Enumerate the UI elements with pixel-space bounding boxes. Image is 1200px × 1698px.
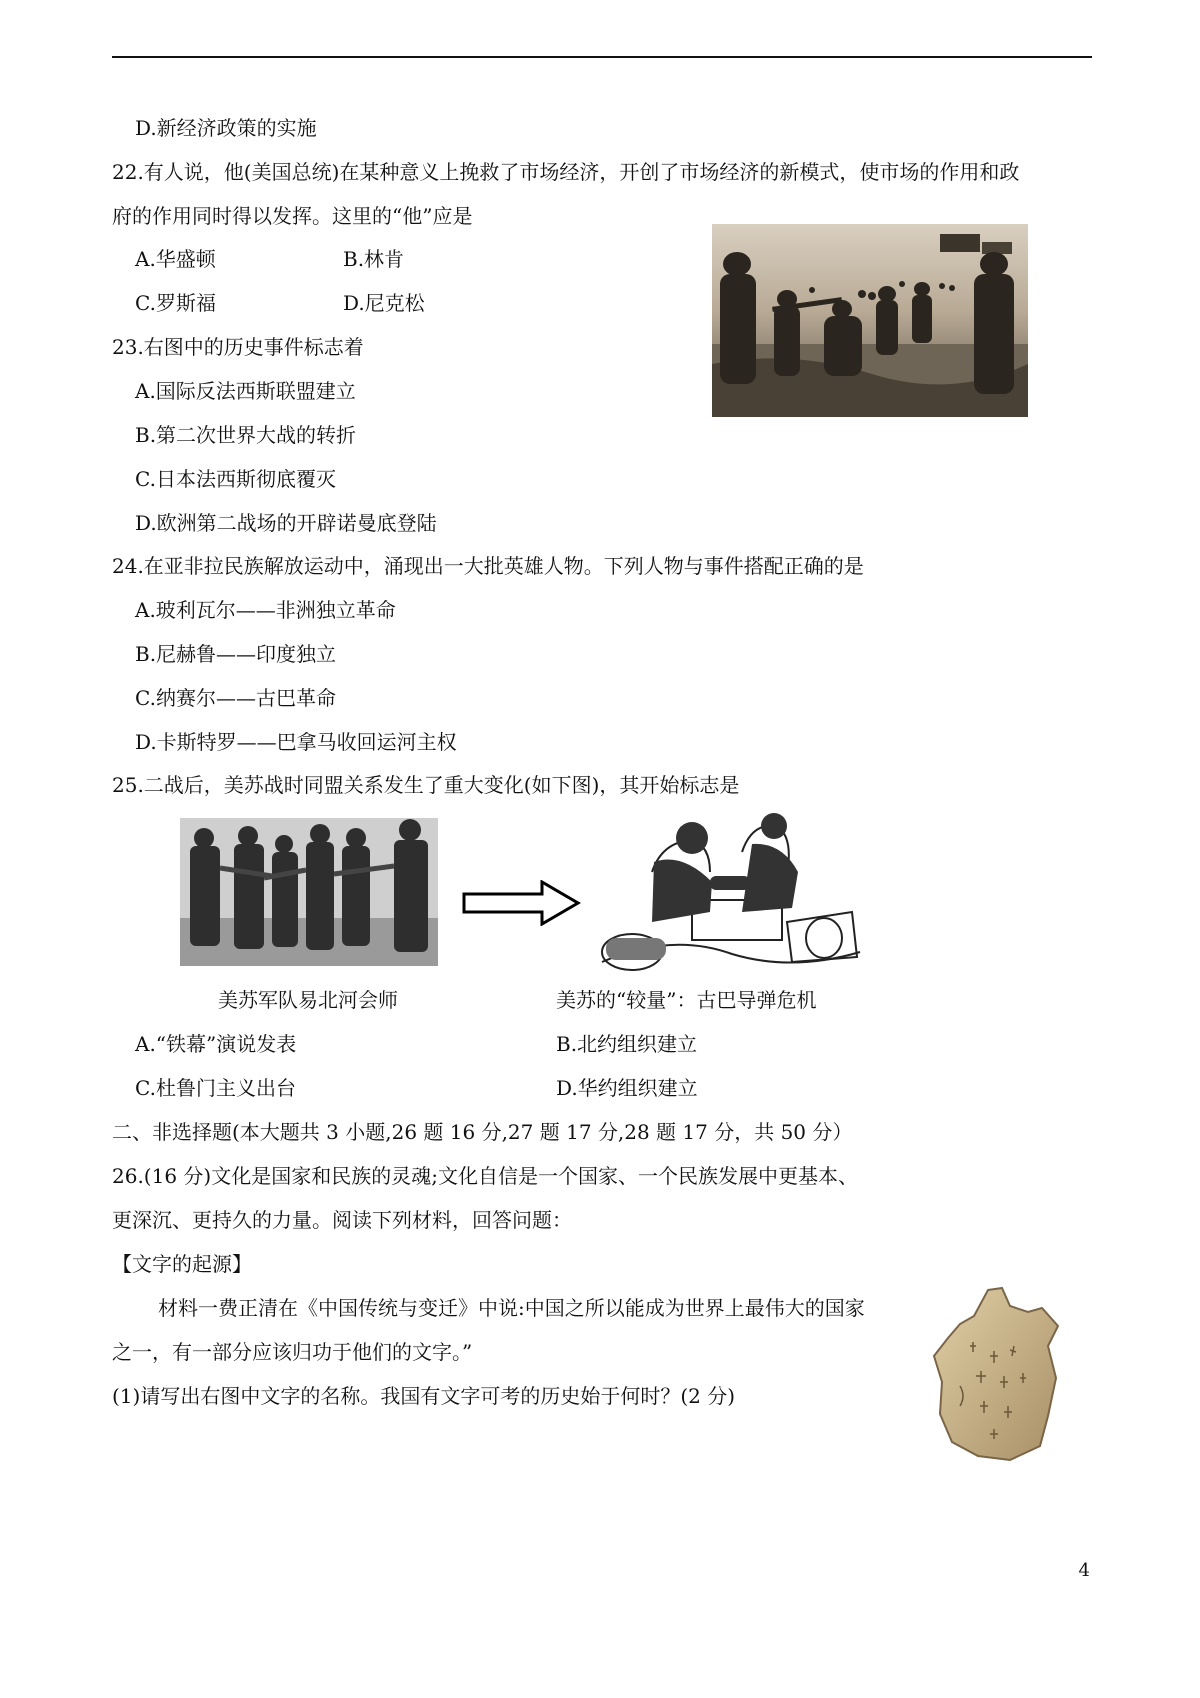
- q23-option-b: B.第二次世界大战的转折: [135, 423, 357, 447]
- q22-option-b: B.林肯: [343, 247, 405, 271]
- missile-crisis-cartoon: [592, 812, 870, 976]
- q24-option-a: A.玻利瓦尔——非洲独立革命: [135, 598, 396, 622]
- q25-option-c: C.杜鲁门主义出台: [135, 1076, 296, 1100]
- page-number: 4: [1078, 1560, 1090, 1581]
- q25-option-d: D.华约组织建立: [556, 1076, 698, 1100]
- q22-stem-line2: 府的作用同时得以发挥。这里的“他”应是: [112, 204, 473, 228]
- q22-option-d: D.尼克松: [343, 291, 425, 315]
- caption-missile-crisis: 美苏的“较量”：古巴导弹危机: [556, 988, 817, 1012]
- q24-option-d: D.卡斯特罗——巴拿马收回运河主权: [135, 730, 457, 754]
- q24-option-b: B.尼赫鲁——印度独立: [135, 642, 337, 666]
- q25-option-b: B.北约组织建立: [556, 1032, 698, 1056]
- q24-stem: 24.在亚非拉民族解放运动中，涌现出一大批英雄人物。下列人物与事件搭配正确的是: [112, 554, 864, 578]
- q26-question-1: (1)请写出右图中文字的名称。我国有文字可考的历史始于何时？(2 分): [112, 1384, 736, 1408]
- q23-stem: 23.右图中的历史事件标志着: [112, 335, 364, 359]
- q21-option-d: D.新经济政策的实施: [135, 116, 317, 140]
- normandy-landing-photo: [712, 224, 1028, 417]
- q22-stem-line1: 22.有人说，他(美国总统)在某种意义上挽救了市场经济，开创了市场经济的新模式，使市场的作用和政: [112, 160, 1020, 184]
- q23-option-c: C.日本法西斯彻底覆灭: [135, 467, 336, 491]
- q26-material-line1: 材料一费正清在《中国传统与变迁》中说:中国之所以能成为世界上最伟大的国家: [158, 1296, 865, 1320]
- section2-heading: 二、非选择题(本大题共 3 小题,26 题 16 分,27 题 17 分,28 题 17 分，共 50 分）: [112, 1120, 853, 1144]
- q26-stem-line2: 更深沉、更持久的力量。阅读下列材料，回答问题：: [112, 1208, 572, 1232]
- q24-option-c: C.纳赛尔——古巴革命: [135, 686, 336, 710]
- q26-stem-line1: 26.(16 分)文化是国家和民族的灵魂;文化自信是一个国家、一个民族发展中更基本、: [112, 1164, 858, 1188]
- q22-option-c: C.罗斯福: [135, 291, 216, 315]
- q25-option-a: A.“铁幕”演说发表: [135, 1032, 297, 1056]
- right-arrow-icon: [462, 880, 582, 926]
- q26-subheading: 【文字的起源】: [112, 1252, 252, 1276]
- q26-material-line2: 之一，有一部分应该归功于他们的文字。”: [112, 1340, 473, 1364]
- q25-stem: 25.二战后，美苏战时同盟关系发生了重大变化(如下图)，其开始标志是: [112, 773, 740, 797]
- q23-option-a: A.国际反法西斯联盟建立: [135, 379, 356, 403]
- q22-option-a: A.华盛顿: [135, 247, 216, 271]
- oracle-bone-image: [930, 1286, 1062, 1464]
- caption-elbe-meeting: 美苏军队易北河会师: [218, 988, 398, 1012]
- q23-option-d: D.欧洲第二战场的开辟诺曼底登陆: [135, 511, 437, 535]
- elbe-meeting-photo: [180, 818, 438, 966]
- header-rule: [112, 56, 1092, 58]
